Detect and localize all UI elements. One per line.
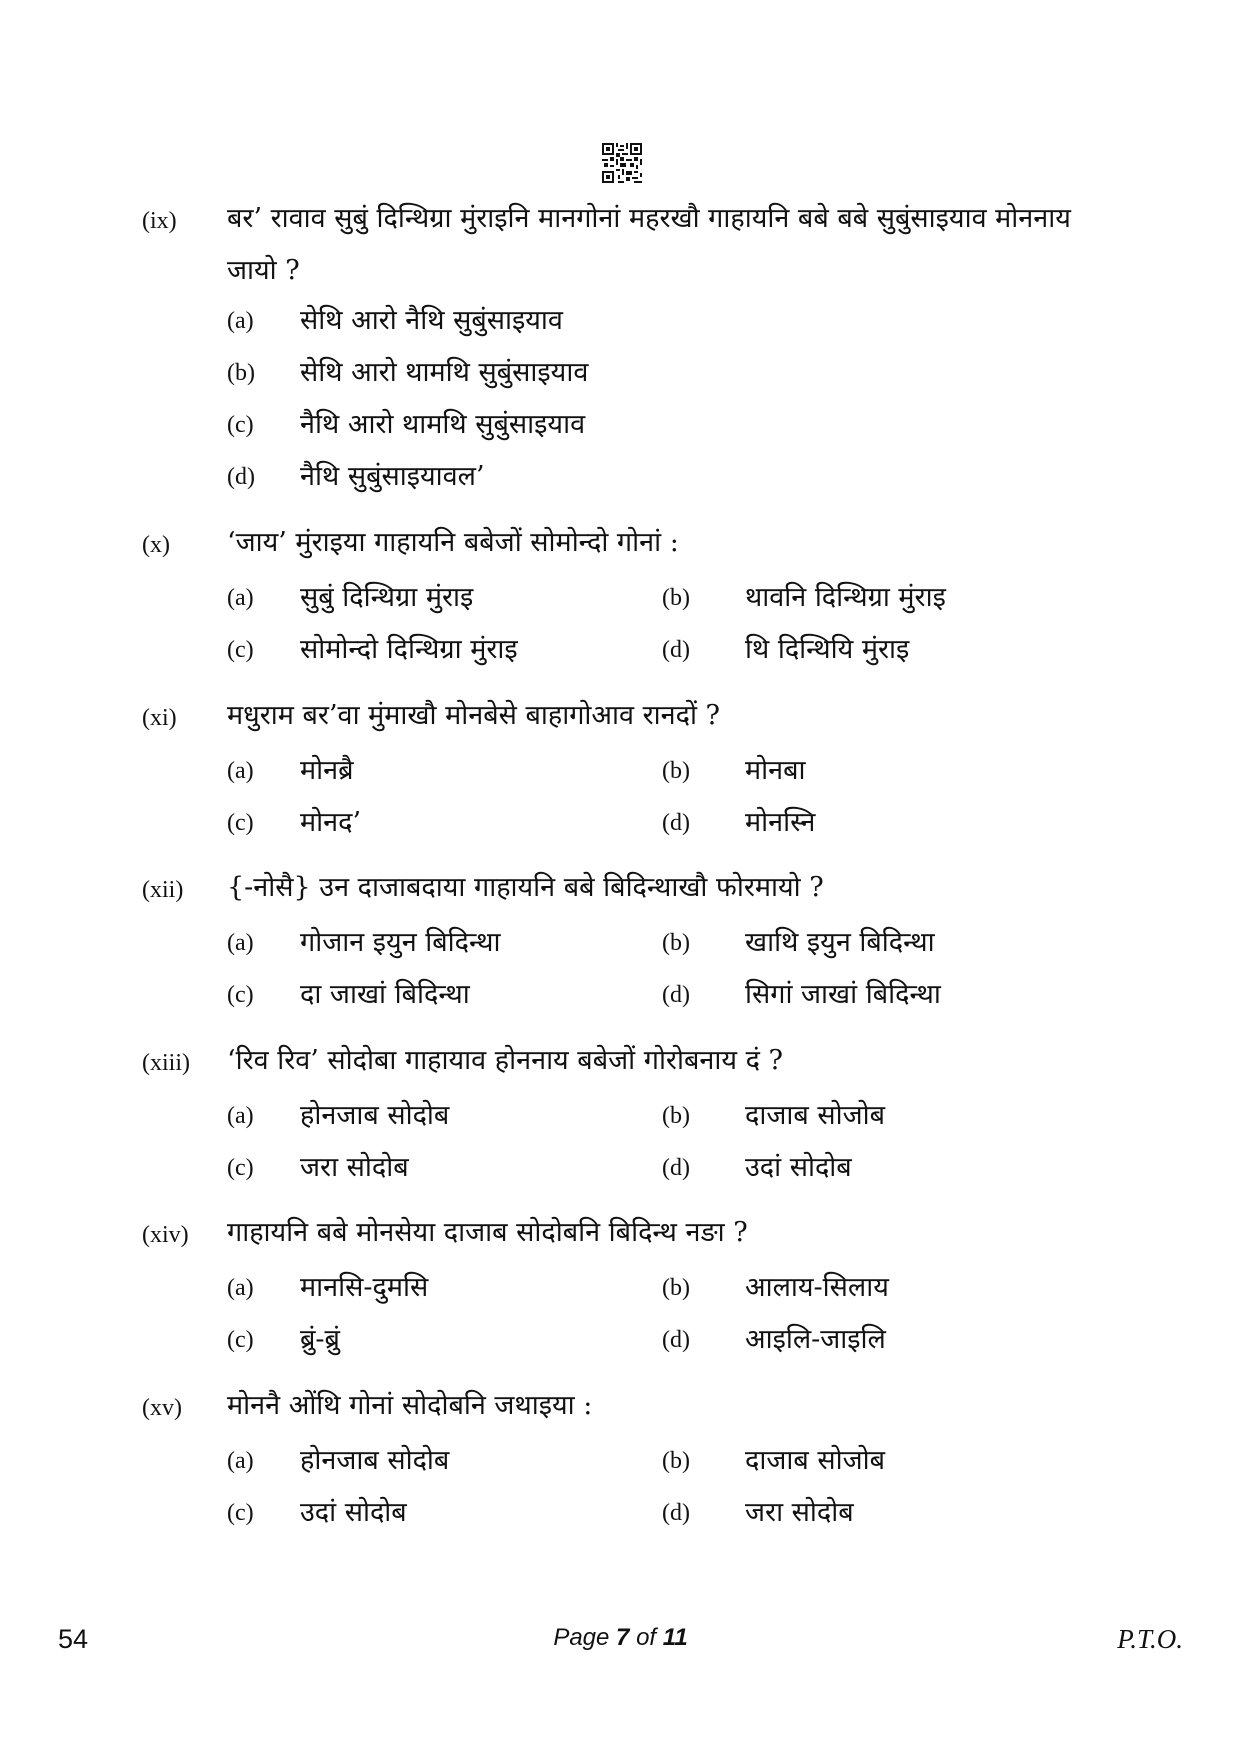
option-text: सोमोन्दो दिन्थिग्रा मुंराइ <box>300 634 518 665</box>
option-label: (d) <box>662 1500 690 1526</box>
option-label: (d) <box>662 637 690 663</box>
page-of: of <box>636 1624 657 1651</box>
option-text: दाजाब सोजोब <box>745 1445 886 1476</box>
option-text: गोजान इयुन बिदिन्था <box>300 927 501 958</box>
question-text: ‘रिव रिव’ सोदोबा गाहायाव होननाय बबेजों गोरोबनाय दं ? <box>227 1045 784 1076</box>
option-label: (b) <box>662 758 690 784</box>
question-number: (xi) <box>142 705 177 731</box>
option-label: (a) <box>227 308 254 334</box>
option-label: (a) <box>227 1103 254 1129</box>
question-number: (xiv) <box>142 1222 189 1248</box>
option-text: थावनि दिन्थिग्रा मुंराइ <box>745 582 946 613</box>
option-text: सुबुं दिन्थिग्रा मुंराइ <box>300 582 474 613</box>
option-text: थि दिन्थियि मुंराइ <box>745 634 910 665</box>
option-text: सेथि आरो नैथि सुबुंसाइयाव <box>300 305 563 336</box>
page-total: 11 <box>662 1624 688 1651</box>
option-text: सेथि आरो थामथि सुबुंसाइयाव <box>300 357 589 388</box>
option-text: मोनब्रै <box>300 755 354 786</box>
paper-code: 54 <box>58 1624 89 1654</box>
option-label: (c) <box>227 412 254 438</box>
question-number: (xv) <box>142 1395 182 1421</box>
question-text: बर’ रावाव सुबुं दिन्थिग्रा मुंराइनि मानगोनां महरखौ गाहायनि बबे बबे सुबुंसाइयाव मोननाय जायो ? <box>227 203 1071 286</box>
option-label: (b) <box>662 585 690 611</box>
question-number: (xii) <box>142 877 184 903</box>
option-label: (c) <box>227 982 254 1008</box>
option-label: (c) <box>227 1155 254 1181</box>
question-text: {-नोसै} उन दाजाबदाया गाहायनि बबे बिदिन्थाखौ फोरमायो ? <box>227 872 824 903</box>
option-label: (a) <box>227 1275 254 1301</box>
page-indicator <box>0 1624 1241 1652</box>
option-label: (b) <box>662 1103 690 1129</box>
option-label: (a) <box>227 585 254 611</box>
pto-label: P.T.O. <box>1117 1624 1183 1654</box>
option-label: (b) <box>662 930 690 956</box>
option-label: (d) <box>227 464 255 490</box>
option-label: (d) <box>662 810 690 836</box>
option-text: खाथि इयुन बिदिन्था <box>745 927 935 958</box>
option-label: (c) <box>227 1500 254 1526</box>
option-text: ब्रुं-ब्रुं <box>300 1324 340 1355</box>
question-text: गाहायनि बबे मोनसेया दाजाब सोदोबनि बिदिन्थ नङा ? <box>227 1217 748 1248</box>
option-text: नैथि आरो थामथि सुबुंसाइयाव <box>300 409 586 440</box>
option-text: दा जाखां बिदिन्था <box>300 979 470 1010</box>
option-label: (d) <box>662 1155 690 1181</box>
option-text: दाजाब सोजोब <box>745 1100 886 1131</box>
option-label: (c) <box>227 637 254 663</box>
option-label: (b) <box>662 1448 690 1474</box>
question-number: (ix) <box>142 208 177 234</box>
question-number: (x) <box>142 532 170 558</box>
page-prefix: Page <box>553 1624 610 1651</box>
option-label: (a) <box>227 930 254 956</box>
question-number: (xiii) <box>142 1050 190 1076</box>
option-text: नैथि सुबुंसाइयावल’ <box>300 461 485 492</box>
option-label: (c) <box>227 810 254 836</box>
page-current: 7 <box>616 1624 630 1651</box>
question-text: मधुराम बर’वा मुंमाखौ मोनबेसे बाहागोआव रानदों ? <box>227 700 720 731</box>
option-label: (c) <box>227 1327 254 1353</box>
option-text: उदां सोदोब <box>745 1152 852 1183</box>
option-label: (a) <box>227 758 254 784</box>
option-text: होनजाब सोदोब <box>300 1100 450 1131</box>
option-text: आलाय-सिलाय <box>745 1272 889 1303</box>
option-text: आइलि-जाइलि <box>745 1324 886 1355</box>
option-text: जरा सोदोब <box>300 1152 409 1183</box>
option-label: (a) <box>227 1448 254 1474</box>
option-label: (b) <box>227 360 255 386</box>
question-text: मोननै ओंथि गोनां सोदोबनि जथाइया : <box>227 1390 593 1421</box>
option-label: (d) <box>662 982 690 1008</box>
qr-code <box>602 143 642 183</box>
option-text: सिगां जाखां बिदिन्था <box>745 979 941 1010</box>
option-label: (d) <box>662 1327 690 1353</box>
option-text: मोनस्नि <box>745 807 816 838</box>
option-text: मानसि-दुमसि <box>300 1272 429 1303</box>
question-text: ‘जाय’ मुंराइया गाहायनि बबेजों सोमोन्दो गोनां : <box>227 527 679 558</box>
option-text: उदां सोदोब <box>300 1497 407 1528</box>
option-text: होनजाब सोदोब <box>300 1445 450 1476</box>
option-text: जरा सोदोब <box>745 1497 854 1528</box>
option-label: (b) <box>662 1275 690 1301</box>
option-text: मोनद’ <box>300 807 362 838</box>
option-text: मोनबा <box>745 755 806 786</box>
